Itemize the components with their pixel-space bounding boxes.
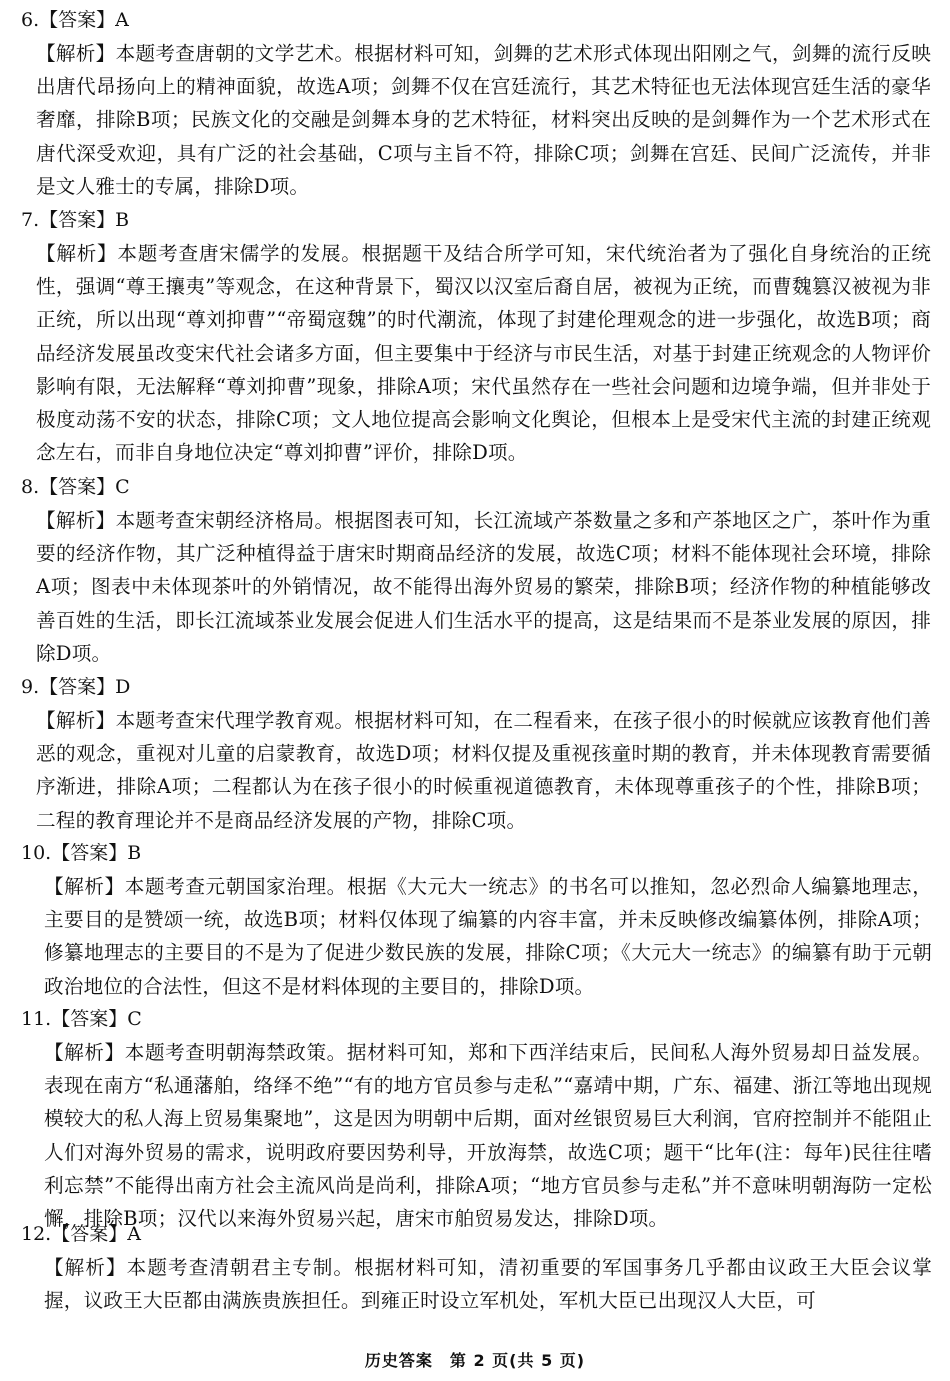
analysis-paragraph: 【解析】本题考查唐宋儒学的发展。根据题干及结合所学可知，宋代统治者为了强化自身统治的正统性，强调“尊王攘夷”等观念，在这种背景下，蜀汉以汉室后裔自居，被视为正统，而曹魏篡汉被视为非正统，所以出现“尊刘抑曹”“帝蜀寇魏”的时代潮流，体现了封建伦理观念的进一步强化，故选B项；商品经济发展虽改变宋代社会诸多方面，但主要集中于经济与市民生活，对基于封建正统观念的人物评价影响有限，无法解释“尊刘抑曹”现象，排除A项；宋代虽然存在一些社会问题和边境争端，但并非处于极度动荡不安的状态，排除C项；文人地位提高会影响文化舆论，但根本上是受宋代主流的封建正统观念左右，而非自身地位决定“尊刘抑曹”评价，排除D项。 xyxy=(36,242,931,465)
analysis-paragraph: 【解析】本题考查明朝海禁政策。据材料可知，郑和下西洋结束后，民间私人海外贸易却日益发展。表现在南方“私通藩舶，络绎不绝”“有的地方官员参与走私”“嘉靖中期，广东、福建、浙江等地出现规模较大的私人海上贸易集聚地”，这是因为明朝中后期，面对丝银贸易巨大利润，官府控制并不能阻止人们对海外贸易的需求，说明政府要因势利导，开放海禁，故选C项；题干“比年(注：每年)民往往嗜利忘禁”不能得出南方社会主流风尚是尚利，排除A项；“地方官员参与走私”并不意味明朝海防一定松懈，排除B项；汉代以来海外贸易兴起，唐宋市舶贸易发达，排除D项。 xyxy=(44,1041,932,1231)
answer-line: 6.【答案】A xyxy=(21,9,129,31)
analysis-paragraph: 【解析】本题考查清朝君主专制。根据材料可知，清初重要的军国事务几乎都由议政王大臣会议掌握，议政王大臣都由满族贵族担任。到雍正时设立军机处，军机大臣已出现汉人大臣，可 xyxy=(44,1256,932,1313)
analysis-paragraph: 【解析】本题考查唐朝的文学艺术。根据材料可知，剑舞的艺术形式体现出阳刚之气，剑舞的流行反映出唐代昂扬向上的精神面貌，故选A项；剑舞不仅在宫廷流行，其艺术特征也无法体现宫廷生活的豪华奢靡，排除B项；民族文化的交融是剑舞本身的艺术特征，材料突出反映的是剑舞作为一个艺术形式在唐代深受欢迎，具有广泛的社会基础，C项与主旨不符，排除C项；剑舞在宫廷、民间广泛流传，并非是文人雅士的专属，排除D项。 xyxy=(36,42,931,198)
answer-line: 7.【答案】B xyxy=(21,209,130,231)
answer-line: 8.【答案】C xyxy=(21,476,130,498)
answer-line: 9.【答案】D xyxy=(21,676,131,698)
analysis-paragraph: 【解析】本题考查元朝国家治理。根据《大元大一统志》的书名可以推知，忽必烈命人编纂地理志，主要目的是赞颂一统，故选B项；材料仅体现了编纂的内容丰富，并未反映修改编纂体例，排除A项；修纂地理志的主要目的不是为了促进少数民族的发展，排除C项；《大元大一统志》的编纂有助于元朝政治地位的合法性，但这不是材料体现的主要目的，排除D项。 xyxy=(44,875,932,998)
answer-line: 12.【答案】A xyxy=(21,1223,141,1245)
analysis-paragraph: 【解析】本题考查宋代理学教育观。根据材料可知，在二程看来，在孩子很小的时候就应该教育他们善恶的观念，重视对儿童的启蒙教育，故选D项；材料仅提及重视孩童时期的教育，并未体现教育需要循序渐进，排除A项；二程都认为在孩子很小的时候重视道德教育，未体现尊重孩子的个性，排除B项；二程的教育理论并不是商品经济发展的产物，排除C项。 xyxy=(36,709,931,832)
analysis-paragraph: 【解析】本题考查宋朝经济格局。根据图表可知，长江流域产茶数量之多和产茶地区之广，茶叶作为重要的经济作物，其广泛种植得益于唐宋时期商品经济的发展，故选C项；材料不能体现社会环境，排除A项；图表中未体现茶叶的外销情况，故不能得出海外贸易的繁荣，排除B项；经济作物的种植能够改善百姓的生活，即长江流域茶业发展会促进人们生活水平的提高，这是结果而不是茶业发展的原因，排除D项。 xyxy=(36,509,931,665)
page-footer: 历史答案 第 2 页(共 5 页) xyxy=(364,1351,586,1370)
answer-line: 10.【答案】B xyxy=(21,842,142,864)
answer-line: 11.【答案】C xyxy=(21,1008,142,1030)
